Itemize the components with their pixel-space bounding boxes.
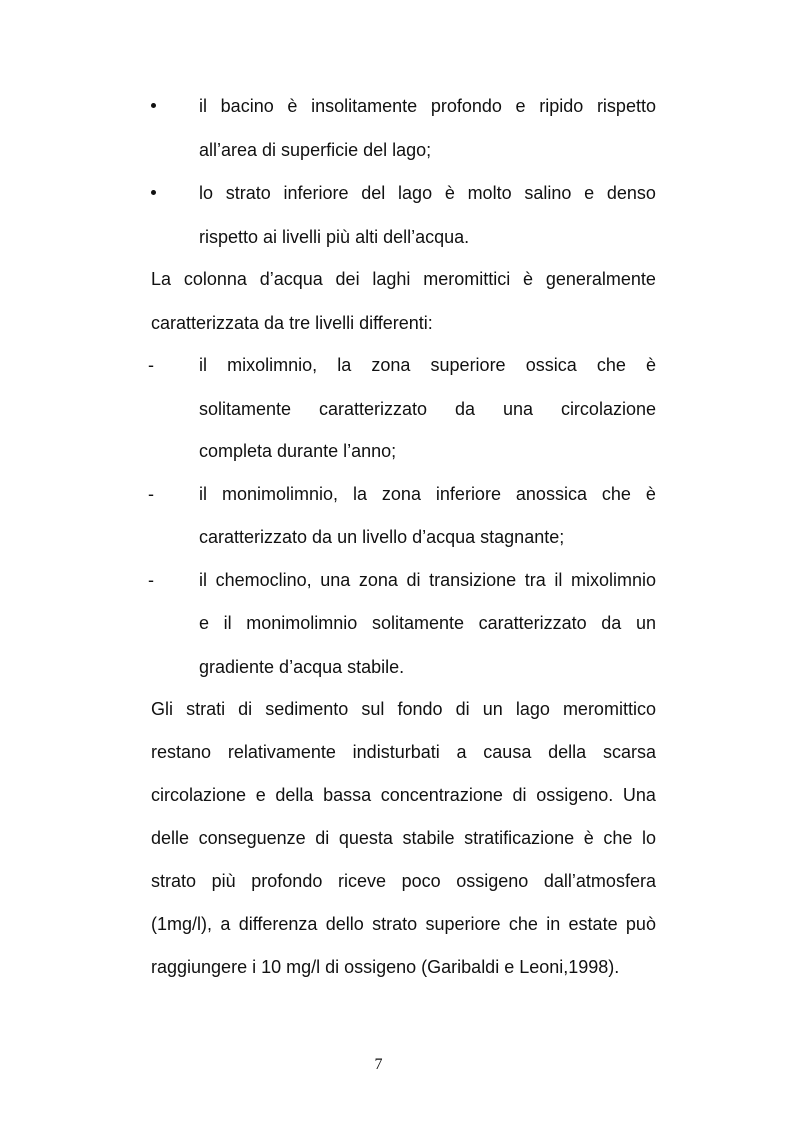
paragraph-line (151, 740, 656, 764)
word: (1mg/l), (151, 914, 213, 934)
word: di (315, 828, 330, 848)
word: caratterizzato (319, 399, 428, 419)
word: e (515, 96, 526, 116)
bullet-line: all’area di superficie del lago; (199, 140, 432, 160)
word: che (508, 914, 538, 934)
word: solitamente (371, 613, 464, 633)
word: a (456, 742, 467, 762)
word: inferiore (435, 484, 501, 504)
word: la (337, 355, 352, 375)
word: caratterizzato (478, 613, 587, 633)
word: più (211, 871, 236, 891)
word: ossigeno. (536, 785, 614, 805)
word: il (199, 355, 207, 375)
word: strato (225, 183, 271, 203)
word: e (199, 613, 210, 633)
dash-marker: - (148, 355, 154, 375)
word: a (220, 914, 231, 934)
word: mixolimnio (570, 570, 656, 590)
word: scarsa (602, 742, 656, 762)
word: è (444, 183, 455, 203)
word: del (361, 183, 386, 203)
paragraph-line (151, 697, 656, 721)
word: colonna (183, 269, 247, 289)
word: di (512, 785, 527, 805)
bullet-icon (151, 190, 156, 195)
word: ripido (539, 96, 584, 116)
word: dello (325, 914, 364, 934)
word: Gli (151, 699, 173, 719)
word: questa (338, 828, 393, 848)
word: conseguenze (198, 828, 306, 848)
word: Una (622, 785, 656, 805)
paragraph-line: raggiungere i 10 mg/l di ossigeno (Garibaldi e Leoni,1998). (151, 957, 620, 977)
word: profondo (430, 96, 502, 116)
word: è (523, 269, 534, 289)
word: bacino (220, 96, 274, 116)
word: lago (398, 183, 433, 203)
word: anossica (515, 484, 587, 504)
word: di (406, 570, 421, 590)
paragraph-line (151, 267, 656, 291)
word: superiore (430, 355, 506, 375)
dash-line (199, 353, 656, 377)
word: concentrazione (380, 785, 503, 805)
word: fondo (397, 699, 443, 719)
word: solitamente (199, 399, 292, 419)
word: che (596, 355, 626, 375)
bullet-line (199, 94, 656, 118)
word: è (645, 355, 656, 375)
word: la (352, 484, 367, 504)
word: circolazione (560, 399, 656, 419)
word: mixolimnio, (227, 355, 318, 375)
word: è (645, 484, 656, 504)
word: è (583, 828, 594, 848)
word: ossigeno (456, 871, 529, 891)
word: un (482, 699, 503, 719)
word: generalmente (545, 269, 656, 289)
paragraph-line (151, 826, 656, 850)
bullet-icon (151, 103, 156, 108)
word: profondo (251, 871, 323, 891)
word: è (287, 96, 298, 116)
word: e (584, 183, 595, 203)
word: salino (524, 183, 572, 203)
word: zona (358, 570, 398, 590)
word: di (238, 699, 253, 719)
word: indisturbati (352, 742, 440, 762)
word: bassa (323, 785, 372, 805)
word: strati (186, 699, 226, 719)
word: strato (151, 871, 197, 891)
word: un (635, 613, 656, 633)
word: della (548, 742, 587, 762)
word: La (151, 269, 172, 289)
word: ossica (525, 355, 577, 375)
word: denso (606, 183, 656, 203)
paragraph-line: caratterizzata da tre livelli differenti: (151, 313, 433, 333)
word: estate (568, 914, 618, 934)
dash-marker: - (148, 484, 154, 504)
dash-line: caratterizzato da un livello d’acqua stagnante; (199, 527, 565, 547)
word: riceve (337, 871, 386, 891)
word: chemoclino, (215, 570, 312, 590)
word: monimolimnio, (221, 484, 338, 504)
word: può (625, 914, 656, 934)
dash-line (199, 611, 656, 635)
bullet-line (199, 181, 656, 205)
word: poco (401, 871, 441, 891)
word: sedimento (265, 699, 349, 719)
dash-line (199, 568, 656, 592)
word: una (502, 399, 533, 419)
word: in (546, 914, 561, 934)
word: che (603, 828, 633, 848)
dash-line: gradiente d’acqua stabile. (199, 657, 405, 677)
word: e (255, 785, 266, 805)
word: restano (151, 742, 212, 762)
word: dei (335, 269, 360, 289)
word: rispetto (596, 96, 656, 116)
word: della (275, 785, 314, 805)
word: superiore (425, 914, 501, 934)
word: il (199, 484, 207, 504)
dash-marker: - (148, 570, 154, 590)
word: zona (371, 355, 411, 375)
bullet-line: rispetto ai livelli più alti dell’acqua. (199, 227, 470, 247)
word: meromittico (562, 699, 656, 719)
dash-line (199, 482, 656, 506)
word: tra (524, 570, 546, 590)
word: insolitamente (311, 96, 418, 116)
word: da (454, 399, 476, 419)
word: stabile (402, 828, 455, 848)
word: da (601, 613, 622, 633)
word: relativamente (227, 742, 336, 762)
word: il (199, 96, 207, 116)
word: dall’atmosfera (543, 871, 656, 891)
dash-line (199, 397, 656, 421)
word: monimolimnio (246, 613, 358, 633)
word: una (320, 570, 351, 590)
word: che (601, 484, 631, 504)
word: zona (381, 484, 421, 504)
word: lago (515, 699, 550, 719)
paragraph-line (151, 912, 656, 936)
word: circolazione (151, 785, 247, 805)
word: il (554, 570, 563, 590)
word: meromittici (423, 269, 511, 289)
dash-line: completa durante l’anno; (199, 441, 397, 461)
word: lo (199, 183, 214, 203)
word: il (223, 613, 232, 633)
word: causa (483, 742, 532, 762)
word: lo (641, 828, 656, 848)
word: sul (361, 699, 385, 719)
word: laghi (372, 269, 411, 289)
paragraph-line (151, 869, 656, 893)
word: inferiore (283, 183, 349, 203)
word: stratificazione (464, 828, 575, 848)
word: transizione (429, 570, 517, 590)
word: strato (372, 914, 418, 934)
word: molto (467, 183, 512, 203)
word: d’acqua (259, 269, 323, 289)
paragraph-line (151, 783, 656, 807)
word: il (199, 570, 207, 590)
page-number: 7 (374, 1056, 383, 1073)
word: differenza (238, 914, 318, 934)
word: di (455, 699, 470, 719)
word: delle (151, 828, 190, 848)
